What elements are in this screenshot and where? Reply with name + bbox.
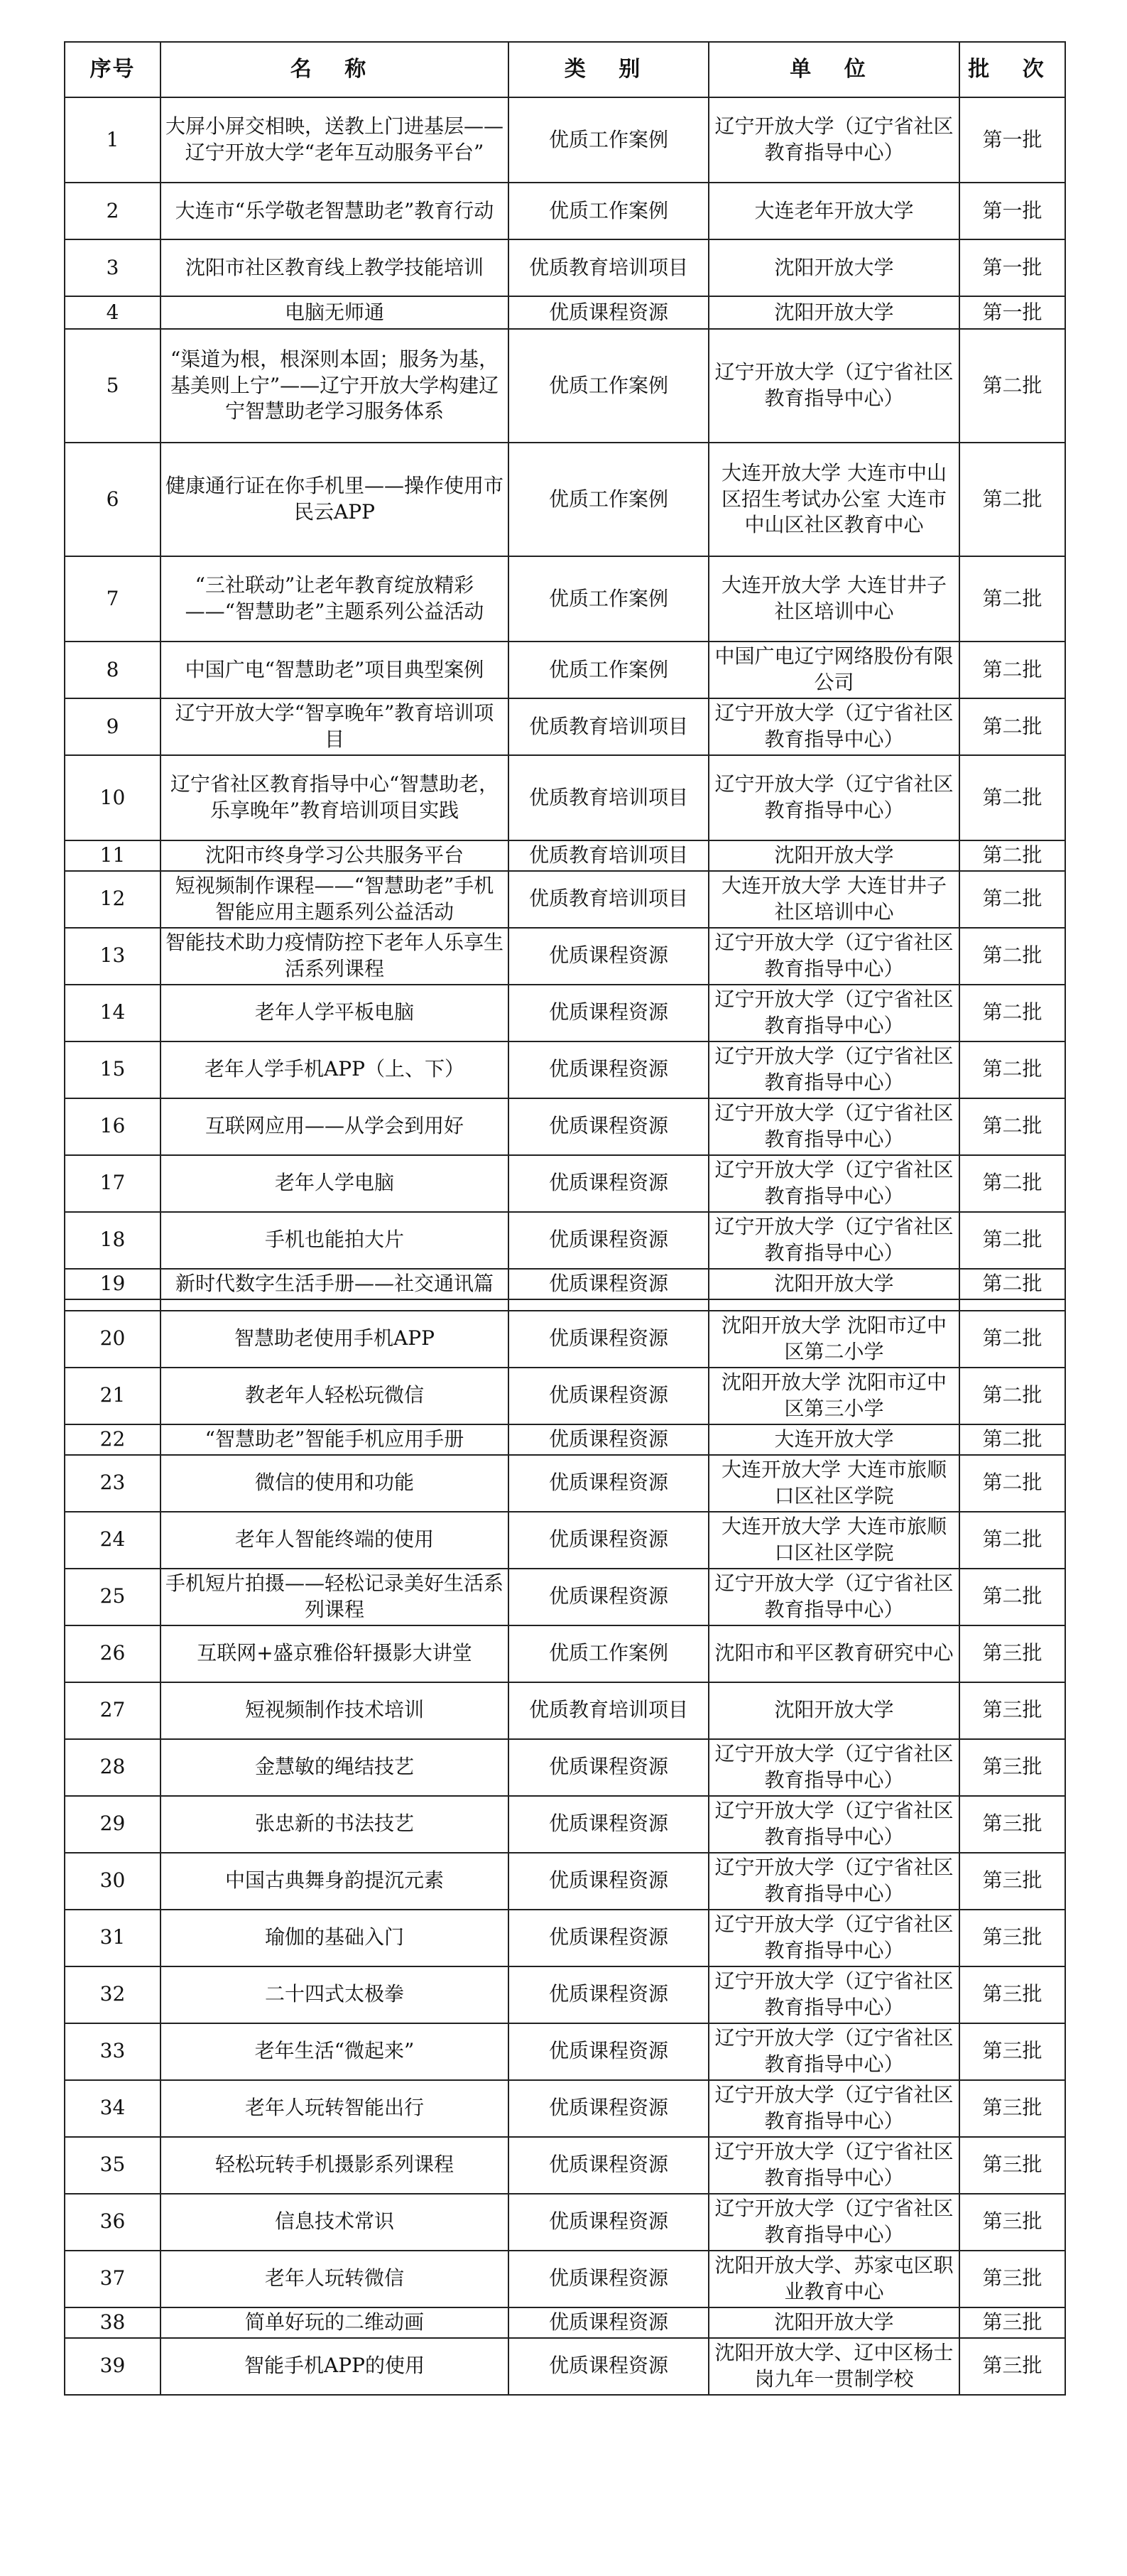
gap-cell (160, 1299, 508, 1311)
row-number: 6 (65, 443, 160, 556)
project-unit: 辽宁开放大学（辽宁省社区教育指导中心） (709, 1212, 959, 1269)
project-category: 优质课程资源 (508, 1796, 709, 1853)
project-unit: 辽宁开放大学（辽宁省社区教育指导中心） (709, 698, 959, 755)
row-number: 17 (65, 1155, 160, 1212)
project-unit: 辽宁开放大学（辽宁省社区教育指导中心） (709, 1739, 959, 1796)
table-row (65, 698, 1065, 755)
project-batch: 第二批 (959, 1098, 1065, 1155)
project-category: 优质课程资源 (508, 2194, 709, 2251)
project-name: 健康通行证在你手机里——操作使用市民云APP (160, 443, 508, 556)
project-batch: 第二批 (959, 1455, 1065, 1512)
project-unit: 辽宁开放大学（辽宁省社区教育指导中心） (709, 1569, 959, 1625)
row-number: 12 (65, 871, 160, 928)
project-batch: 第三批 (959, 1739, 1065, 1796)
project-category: 优质教育培训项目 (508, 840, 709, 871)
project-category: 优质课程资源 (508, 1739, 709, 1796)
project-category: 优质工作案例 (508, 97, 709, 183)
project-name: 中国广电“智慧助老”项目典型案例 (160, 642, 508, 698)
project-unit: 沈阳开放大学 (709, 1269, 959, 1299)
row-number: 9 (65, 698, 160, 755)
table-row (65, 1682, 1065, 1739)
project-name: 金慧敏的绳结技艺 (160, 1739, 508, 1796)
project-name: “渠道为根，根深则本固；服务为基，基美则上宁”——辽宁开放大学构建辽宁智慧助老学习服务体系 (160, 329, 508, 443)
project-name: 互联网+盛京雅俗轩摄影大讲堂 (160, 1625, 508, 1682)
table-row (65, 2023, 1065, 2080)
row-number: 5 (65, 329, 160, 443)
project-name: 大屏小屏交相映，送教上门进基层——辽宁开放大学“老年互动服务平台” (160, 97, 508, 183)
project-name: 短视频制作技术培训 (160, 1682, 508, 1739)
project-unit: 辽宁开放大学（辽宁省社区教育指导中心） (709, 1910, 959, 1966)
header-seq: 序号 (65, 42, 160, 97)
project-name: 老年人玩转智能出行 (160, 2080, 508, 2137)
project-category: 优质教育培训项目 (508, 698, 709, 755)
table-row (65, 840, 1065, 871)
project-unit: 辽宁开放大学（辽宁省社区教育指导中心） (709, 2194, 959, 2251)
project-category: 优质课程资源 (508, 985, 709, 1041)
project-unit: 大连开放大学 大连市中山区招生考试办公室 大连市中山区社区教育中心 (709, 443, 959, 556)
table-row (65, 871, 1065, 928)
project-name: 智慧助老使用手机APP (160, 1311, 508, 1368)
project-unit: 沈阳市和平区教育研究中心 (709, 1625, 959, 1682)
project-unit: 沈阳开放大学、苏家屯区职业教育中心 (709, 2251, 959, 2307)
table-row (65, 1155, 1065, 1212)
project-unit: 沈阳开放大学 沈阳市辽中区第三小学 (709, 1368, 959, 1424)
project-category: 优质课程资源 (508, 1853, 709, 1910)
project-unit: 辽宁开放大学（辽宁省社区教育指导中心） (709, 985, 959, 1041)
project-batch: 第一批 (959, 296, 1065, 329)
project-unit: 大连开放大学 大连市旅顺口区社区学院 (709, 1455, 959, 1512)
table-row (65, 1739, 1065, 1796)
table-row (65, 239, 1065, 296)
project-unit: 辽宁开放大学（辽宁省社区教育指导中心） (709, 2080, 959, 2137)
row-number: 19 (65, 1269, 160, 1299)
project-category: 优质教育培训项目 (508, 871, 709, 928)
project-category: 优质课程资源 (508, 1155, 709, 1212)
project-category: 优质课程资源 (508, 2307, 709, 2338)
table-row (65, 985, 1065, 1041)
project-name: 智能手机APP的使用 (160, 2338, 508, 2395)
gap-cell (959, 1299, 1065, 1311)
table-row (65, 2137, 1065, 2194)
project-category: 优质工作案例 (508, 443, 709, 556)
header-name: 名 称 (160, 42, 508, 97)
table-row (65, 1269, 1065, 1299)
table-row (65, 1368, 1065, 1424)
header-unit: 单 位 (709, 42, 959, 97)
project-category: 优质工作案例 (508, 642, 709, 698)
project-unit: 沈阳开放大学 (709, 296, 959, 329)
project-unit: 辽宁开放大学（辽宁省社区教育指导中心） (709, 928, 959, 985)
project-batch: 第一批 (959, 183, 1065, 239)
row-number: 31 (65, 1910, 160, 1966)
row-number: 3 (65, 239, 160, 296)
row-number: 33 (65, 2023, 160, 2080)
header-batch: 批 次 (959, 42, 1065, 97)
project-name: 互联网应用——从学会到用好 (160, 1098, 508, 1155)
project-category: 优质课程资源 (508, 1212, 709, 1269)
project-unit: 辽宁开放大学（辽宁省社区教育指导中心） (709, 755, 959, 840)
table-row (65, 1512, 1065, 1569)
project-name: 沈阳市社区教育线上教学技能培训 (160, 239, 508, 296)
gap-cell (65, 1299, 160, 1311)
project-name: 辽宁开放大学“智享晚年”教育培训项目 (160, 698, 508, 755)
table-row (65, 1212, 1065, 1269)
project-batch: 第三批 (959, 1682, 1065, 1739)
project-batch: 第二批 (959, 755, 1065, 840)
project-name: 瑜伽的基础入门 (160, 1910, 508, 1966)
project-category: 优质课程资源 (508, 1041, 709, 1098)
project-name: 老年生活“微起来” (160, 2023, 508, 2080)
project-category: 优质课程资源 (508, 2251, 709, 2307)
row-number: 8 (65, 642, 160, 698)
project-name: 智能技术助力疫情防控下老年人乐享生活系列课程 (160, 928, 508, 985)
project-category: 优质教育培训项目 (508, 755, 709, 840)
row-number: 13 (65, 928, 160, 985)
project-category: 优质教育培训项目 (508, 239, 709, 296)
row-number: 30 (65, 1853, 160, 1910)
table-row (65, 1098, 1065, 1155)
project-unit: 沈阳开放大学 (709, 840, 959, 871)
row-number: 14 (65, 985, 160, 1041)
project-unit: 辽宁开放大学（辽宁省社区教育指导中心） (709, 329, 959, 443)
table-row (65, 1625, 1065, 1682)
table-row (65, 1455, 1065, 1512)
project-batch: 第三批 (959, 2251, 1065, 2307)
project-name: 微信的使用和功能 (160, 1455, 508, 1512)
project-unit: 辽宁开放大学（辽宁省社区教育指导中心） (709, 1155, 959, 1212)
table-row (65, 642, 1065, 698)
project-name: 手机也能拍大片 (160, 1212, 508, 1269)
document-page (64, 41, 1065, 2396)
row-number: 32 (65, 1966, 160, 2023)
row-number: 22 (65, 1424, 160, 1455)
table-row (65, 2080, 1065, 2137)
project-category: 优质课程资源 (508, 2137, 709, 2194)
gap-cell (709, 1299, 959, 1311)
table-row (65, 1311, 1065, 1368)
page-break-gap (65, 1299, 1065, 1311)
project-unit: 大连开放大学 大连市旅顺口区社区学院 (709, 1512, 959, 1569)
project-name: 老年人学电脑 (160, 1155, 508, 1212)
project-unit: 中国广电辽宁网络股份有限公司 (709, 642, 959, 698)
row-number: 16 (65, 1098, 160, 1155)
project-batch: 第三批 (959, 2194, 1065, 2251)
row-number: 15 (65, 1041, 160, 1098)
project-category: 优质课程资源 (508, 1098, 709, 1155)
project-batch: 第二批 (959, 642, 1065, 698)
table-row (65, 2194, 1065, 2251)
project-name: 老年人玩转微信 (160, 2251, 508, 2307)
row-number: 11 (65, 840, 160, 871)
project-category: 优质课程资源 (508, 1569, 709, 1625)
project-batch: 第二批 (959, 985, 1065, 1041)
project-batch: 第二批 (959, 840, 1065, 871)
table-row (65, 1424, 1065, 1455)
row-number: 28 (65, 1739, 160, 1796)
project-category: 优质课程资源 (508, 1910, 709, 1966)
table-row (65, 1569, 1065, 1625)
project-category: 优质课程资源 (508, 296, 709, 329)
project-batch: 第二批 (959, 1269, 1065, 1299)
row-number: 35 (65, 2137, 160, 2194)
row-number: 27 (65, 1682, 160, 1739)
project-batch: 第三批 (959, 2080, 1065, 2137)
table-row (65, 556, 1065, 642)
table-body (65, 97, 1065, 2395)
project-category: 优质课程资源 (508, 1424, 709, 1455)
project-unit: 辽宁开放大学（辽宁省社区教育指导中心） (709, 1041, 959, 1098)
project-category: 优质课程资源 (508, 1368, 709, 1424)
row-number: 26 (65, 1625, 160, 1682)
project-unit: 沈阳开放大学 沈阳市辽中区第二小学 (709, 1311, 959, 1368)
project-category: 优质工作案例 (508, 183, 709, 239)
project-name: 中国古典舞身韵提沉元素 (160, 1853, 508, 1910)
project-batch: 第二批 (959, 1155, 1065, 1212)
project-list-table (64, 41, 1066, 2396)
row-number: 4 (65, 296, 160, 329)
row-number: 10 (65, 755, 160, 840)
project-batch: 第一批 (959, 97, 1065, 183)
project-category: 优质课程资源 (508, 1311, 709, 1368)
project-unit: 辽宁开放大学（辽宁省社区教育指导中心） (709, 2023, 959, 2080)
row-number: 2 (65, 183, 160, 239)
row-number: 39 (65, 2338, 160, 2395)
table-row (65, 183, 1065, 239)
row-number: 38 (65, 2307, 160, 2338)
project-category: 优质课程资源 (508, 2338, 709, 2395)
project-category: 优质工作案例 (508, 556, 709, 642)
table-row (65, 1853, 1065, 1910)
table-row (65, 2338, 1065, 2395)
project-name: 简单好玩的二维动画 (160, 2307, 508, 2338)
project-batch: 第三批 (959, 1796, 1065, 1853)
row-number: 21 (65, 1368, 160, 1424)
project-name: “三社联动”让老年教育绽放精彩——“智慧助老”主题系列公益活动 (160, 556, 508, 642)
project-unit: 沈阳开放大学 (709, 239, 959, 296)
project-unit: 辽宁开放大学（辽宁省社区教育指导中心） (709, 97, 959, 183)
table-row (65, 1041, 1065, 1098)
row-number: 29 (65, 1796, 160, 1853)
project-name: 轻松玩转手机摄影系列课程 (160, 2137, 508, 2194)
row-number: 18 (65, 1212, 160, 1269)
project-name: 张忠新的书法技艺 (160, 1796, 508, 1853)
project-batch: 第三批 (959, 2338, 1065, 2395)
table-row (65, 1910, 1065, 1966)
project-unit: 大连开放大学 大连甘井子社区培训中心 (709, 556, 959, 642)
row-number: 36 (65, 2194, 160, 2251)
project-batch: 第二批 (959, 698, 1065, 755)
table-row (65, 2307, 1065, 2338)
project-name: 老年人学平板电脑 (160, 985, 508, 1041)
table-row (65, 296, 1065, 329)
project-batch: 第二批 (959, 1512, 1065, 1569)
project-batch: 第二批 (959, 556, 1065, 642)
project-batch: 第二批 (959, 928, 1065, 985)
project-category: 优质课程资源 (508, 1455, 709, 1512)
table-row (65, 1966, 1065, 2023)
project-name: 辽宁省社区教育指导中心“智慧助老，乐享晚年”教育培训项目实践 (160, 755, 508, 840)
project-batch: 第二批 (959, 1368, 1065, 1424)
project-category: 优质课程资源 (508, 1966, 709, 2023)
table-row (65, 755, 1065, 840)
project-unit: 辽宁开放大学（辽宁省社区教育指导中心） (709, 1796, 959, 1853)
project-name: 手机短片拍摄——轻松记录美好生活系列课程 (160, 1569, 508, 1625)
project-name: 教老年人轻松玩微信 (160, 1368, 508, 1424)
project-unit: 沈阳开放大学、辽中区杨士岗九年一贯制学校 (709, 2338, 959, 2395)
project-name: 短视频制作课程——“智慧助老”手机智能应用主题系列公益活动 (160, 871, 508, 928)
project-batch: 第二批 (959, 329, 1065, 443)
project-name: 二十四式太极拳 (160, 1966, 508, 2023)
project-category: 优质工作案例 (508, 329, 709, 443)
project-batch: 第三批 (959, 2137, 1065, 2194)
project-category: 优质教育培训项目 (508, 1682, 709, 1739)
table-row (65, 928, 1065, 985)
row-number: 34 (65, 2080, 160, 2137)
project-category: 优质课程资源 (508, 928, 709, 985)
project-unit: 大连开放大学 (709, 1424, 959, 1455)
project-batch: 第二批 (959, 443, 1065, 556)
project-batch: 第二批 (959, 871, 1065, 928)
project-batch: 第二批 (959, 1569, 1065, 1625)
project-batch: 第三批 (959, 2307, 1065, 2338)
project-name: 电脑无师通 (160, 296, 508, 329)
row-number: 20 (65, 1311, 160, 1368)
project-category: 优质课程资源 (508, 2080, 709, 2137)
project-unit: 大连老年开放大学 (709, 183, 959, 239)
table-row (65, 443, 1065, 556)
table-row (65, 1796, 1065, 1853)
project-batch: 第三批 (959, 1853, 1065, 1910)
project-category: 优质课程资源 (508, 1269, 709, 1299)
project-name: “智慧助老”智能手机应用手册 (160, 1424, 508, 1455)
row-number: 7 (65, 556, 160, 642)
project-batch: 第三批 (959, 2023, 1065, 2080)
row-number: 24 (65, 1512, 160, 1569)
table-row (65, 97, 1065, 183)
project-batch: 第三批 (959, 1910, 1065, 1966)
project-category: 优质课程资源 (508, 1512, 709, 1569)
project-name: 沈阳市终身学习公共服务平台 (160, 840, 508, 871)
project-batch: 第一批 (959, 239, 1065, 296)
project-category: 优质工作案例 (508, 1625, 709, 1682)
table-row (65, 2251, 1065, 2307)
project-name: 新时代数字生活手册——社交通讯篇 (160, 1269, 508, 1299)
project-batch: 第二批 (959, 1424, 1065, 1455)
project-name: 信息技术常识 (160, 2194, 508, 2251)
row-number: 25 (65, 1569, 160, 1625)
project-name: 老年人学手机APP（上、下） (160, 1041, 508, 1098)
project-unit: 沈阳开放大学 (709, 2307, 959, 2338)
project-batch: 第三批 (959, 1966, 1065, 2023)
gap-cell (508, 1299, 709, 1311)
project-unit: 辽宁开放大学（辽宁省社区教育指导中心） (709, 1966, 959, 2023)
table-row (65, 329, 1065, 443)
project-name: 老年人智能终端的使用 (160, 1512, 508, 1569)
project-name: 大连市“乐学敬老智慧助老”教育行动 (160, 183, 508, 239)
project-batch: 第三批 (959, 1625, 1065, 1682)
project-unit: 沈阳开放大学 (709, 1682, 959, 1739)
header-category: 类 别 (508, 42, 709, 97)
row-number: 37 (65, 2251, 160, 2307)
project-unit: 大连开放大学 大连甘井子社区培训中心 (709, 871, 959, 928)
project-unit: 辽宁开放大学（辽宁省社区教育指导中心） (709, 1098, 959, 1155)
project-unit: 辽宁开放大学（辽宁省社区教育指导中心） (709, 2137, 959, 2194)
row-number: 1 (65, 97, 160, 183)
row-number: 23 (65, 1455, 160, 1512)
table-header-row (65, 42, 1065, 97)
project-category: 优质课程资源 (508, 2023, 709, 2080)
project-batch: 第二批 (959, 1311, 1065, 1368)
project-batch: 第二批 (959, 1041, 1065, 1098)
project-unit: 辽宁开放大学（辽宁省社区教育指导中心） (709, 1853, 959, 1910)
project-batch: 第二批 (959, 1212, 1065, 1269)
